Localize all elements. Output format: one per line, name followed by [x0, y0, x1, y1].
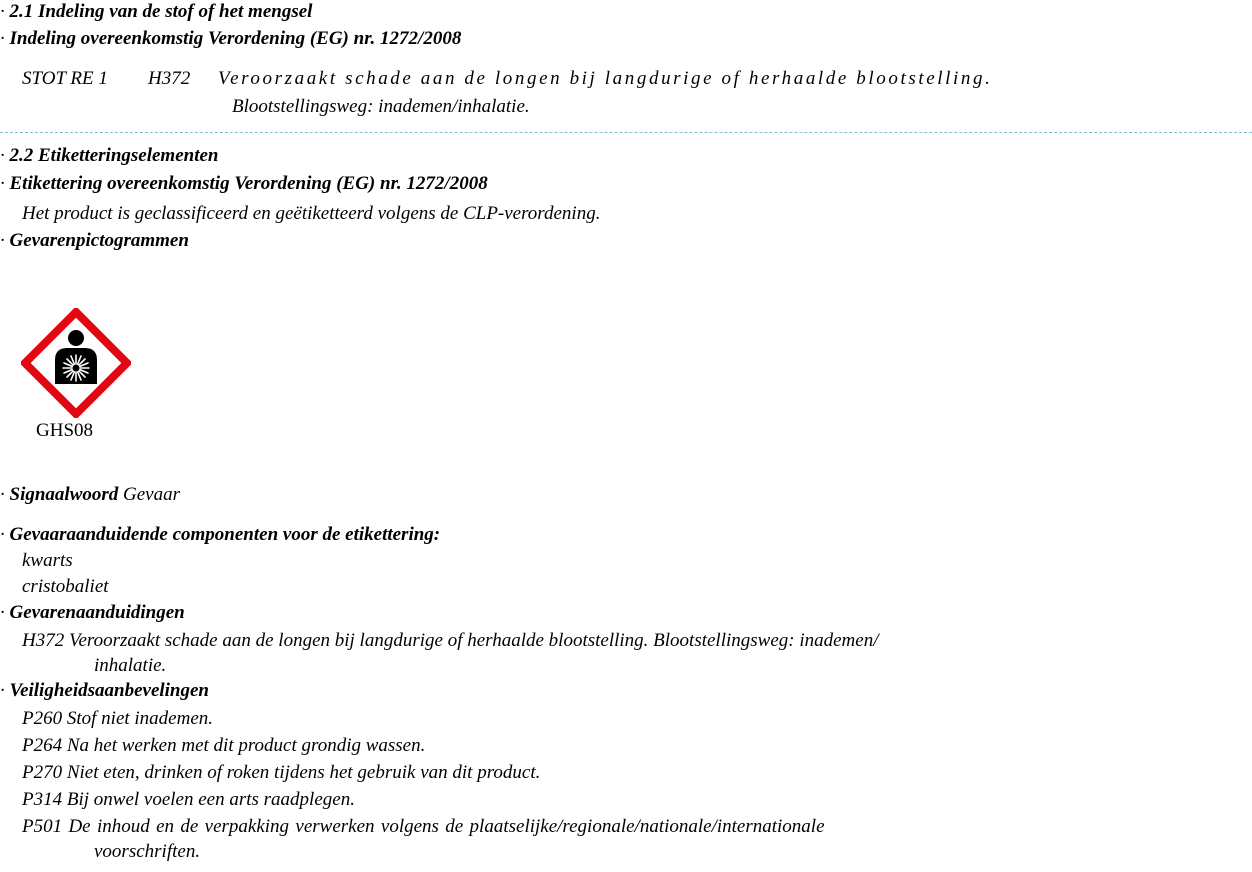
components-heading: [0, 524, 440, 546]
bullet: ·: [0, 680, 5, 701]
hazard-statement-line2: inhalatie.: [94, 655, 167, 676]
precaution-item: P264 Na het werken met dit product grondig wassen.: [22, 735, 426, 756]
section-2-2-heading: [0, 145, 219, 167]
stot-hazard-text: Veroorzaakt schade aan de longen bij langdurige of herhaalde blootstelling.: [218, 68, 993, 89]
bullet: ·: [0, 28, 5, 49]
clp-note: Het product is geclassificeerd en geëtiketteerd volgens de CLP-verordening.: [22, 203, 601, 224]
precautions-heading-text: Veiligheidsaanbevelingen: [9, 680, 209, 701]
stot-classification-row: [0, 68, 1252, 90]
hazard-statements-heading-text: Gevarenaanduidingen: [9, 602, 185, 623]
precaution-item: P314 Bij onwel voelen een arts raadplegen.: [22, 789, 355, 810]
stot-route-row: [0, 96, 1252, 118]
pictogram-heading-text: Gevarenpictogrammen: [9, 230, 189, 251]
component-item: cristobaliet: [22, 576, 109, 597]
hazard-statement-line1: H372 Veroorzaakt schade aan de longen bij langdurige of herhaalde blootstelling. Blootstellingsweg: inademen/: [22, 630, 879, 651]
bullet: ·: [0, 145, 5, 166]
precautions-heading: [0, 680, 209, 702]
bullet: ·: [0, 1, 5, 22]
signal-word-value: Gevaar: [123, 484, 180, 505]
precaution-p501-line1: P501 De inhoud en de verpakking verwerken volgens de plaatselijke/regionale/nationale/internationale: [22, 816, 825, 837]
section-2-1-subtitle: Indeling overeenkomstig Verordening (EG) nr. 1272/2008: [9, 28, 462, 49]
section-2-2-subheading: [0, 173, 488, 195]
section-2-1-heading: [0, 1, 312, 23]
section-2-1-subheading: [0, 28, 461, 50]
components-heading-text: Gevaaraanduidende componenten voor de etikettering:: [9, 524, 441, 545]
component-item: kwarts: [22, 550, 73, 571]
pictogram-heading: [0, 230, 189, 252]
section-2-2-title: 2.2 Etiketteringselementen: [9, 145, 219, 166]
precaution-item: P260 Stof niet inademen.: [22, 708, 214, 729]
signal-word-row: [0, 484, 180, 506]
bullet: ·: [0, 602, 5, 623]
bullet: ·: [0, 230, 5, 251]
section-divider: [0, 132, 1252, 133]
stot-hazard-code: H372: [148, 68, 191, 89]
section-2-1-title: 2.1 Indeling van de stof of het mengsel: [9, 1, 313, 22]
stot-route: Blootstellingsweg: inademen/inhalatie.: [232, 96, 530, 117]
bullet: ·: [0, 173, 5, 194]
signal-word-label: Signaalwoord: [9, 484, 119, 505]
bullet: ·: [0, 524, 5, 545]
precaution-p501-line2: voorschriften.: [94, 841, 201, 862]
pictogram-label: GHS08: [36, 420, 94, 441]
section-2-2-subtitle: Etikettering overeenkomstig Verordening (EG) nr. 1272/2008: [9, 173, 488, 194]
precaution-item: P270 Niet eten, drinken of roken tijdens het gebruik van dit product.: [22, 762, 541, 783]
hazard-statements-heading: [0, 602, 185, 624]
health-hazard-icon: [21, 308, 131, 418]
bullet: ·: [0, 484, 5, 505]
stot-class: STOT RE 1: [22, 68, 108, 89]
